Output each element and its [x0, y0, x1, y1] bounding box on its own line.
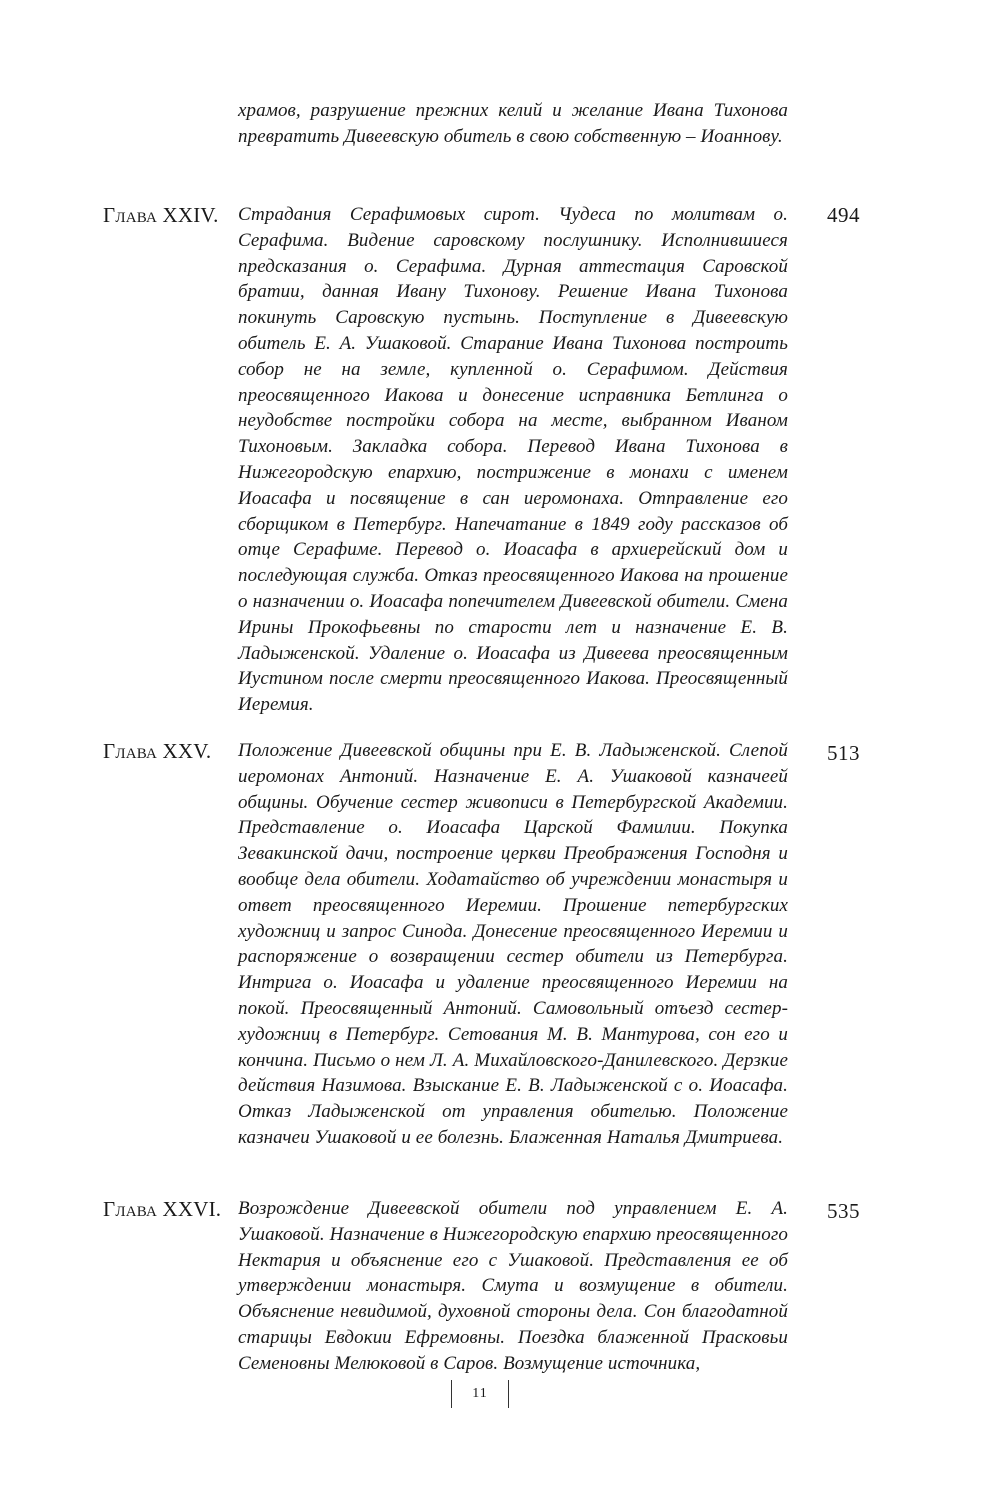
- chapter-summary-24: Страдания Серафимовых сирот. Чудеса по молитвам о. Серафима. Видение саровскому послушнику. Исполнившиеся предсказания о. Серафима. Дурная аттестация Саровской братии, данная Ивану Тихонову. Решение Ивана Тихонова покинуть Саровскую пустынь. Поступление в Дивеевскую обитель Е. А. Ушаковой. Старание Ивана Тихонова построить собор не на земле, купленной о. Серафимом. Действия преосвященного Иакова и донесение исправника Бетлинга о неудобстве постройки собора на месте, выбранном Иваном Тихоновым. Закладка собора. Перевод Ивана Тихонова в Нижегородскую епархию, пострижение в монахи с именем Иоасафа и посвящение в сан иеромонаха. Отправление его сборщиком в Петербург. Напечатание в 1849 году рассказов об отце Серафиме. Перевод о. Иоасафа в архиерейский дом и последующая служба. Отказ преосвященного Иакова на прошение о назначении о. Иоасафа попечителем Дивеевской обители. Смена Ирины Прокофьевны по старости лет и назначение Е. В. Ладыженской. Удаление о. Иоасафа из Дивеева преосвященным Иустином после смерти преосвященного Иакова. Преосвященный Иеремия.: [238, 204, 788, 716]
- page-number: [447, 1380, 513, 1410]
- page-number-text: 11: [472, 1386, 488, 1401]
- chapter-summary-26: Возрождение Дивеевской обители под управлением Е. А. Ушаковой. Назначение в Нижегородскую епархию преосвященного Нектария и объяснение его с Ушаковой. Представления ее об утверждении монастыря. Смута и возмущение в обители. Объяснение невидимой, духовной стороны дела. Сон благодатной старицы Евдокии Ефремовны. Поездка блаженной Прасковьи Семеновны Мелюковой в Саров. Возмущение источника,: [238, 1198, 788, 1374]
- chapter-summary-25: Положение Дивеевской общины при Е. В. Ладыженской. Слепой иеромонах Антоний. Назначение Е. А. Ушаковой казначеей общины. Обучение сестер живописи в Петербургской Академии. Представление о. Иоасафа Царской Фамилии. Покупка Зевакинской дачи, построение церкви Преображения Господня и вообще дела обители. Ходатайство об учреждении монастыря и ответ преосвященного Иеремии. Прошение петербургских художниц и запрос Синода. Донесение преосвященного Иеремии и распоряжение о возвращении сестер обители из Петербурга. Интрига о. Иоасафа и удаление преосвященного Иеремии на покой. Преосвященный Антоний. Самовольный отъезд сестер-художниц в Петербург. Сетования М. В. Мантурова, сон его и кончина. Письмо о нем Л. А. Михайловского-Данилевского. Дерзкие действия Назимова. Взыскание Е. В. Ладыженской с о. Иоасафа. Отказ Ладыженской от управления обителью. Положение казначеи Ушаковой и ее болезнь. Блаженная Наталья Дмитриева.: [238, 740, 788, 1148]
- folio-rule-right: [508, 1380, 509, 1408]
- chapter-page-26: 535: [827, 1199, 860, 1223]
- chapter-page-25: 513: [827, 741, 860, 765]
- chapter-heading-26: Глава XXVI.: [103, 1197, 222, 1221]
- chapter-heading-25: Глава XXV.: [103, 739, 212, 763]
- chapter-heading-24: Глава XXIV.: [103, 203, 219, 227]
- intro-text: храмов, разрушение прежних келий и желание Ивана Тихонова превратить Дивеевскую обитель в свою собственную – Иоаннову.: [238, 100, 788, 147]
- chapter-page-24: 494: [827, 203, 860, 227]
